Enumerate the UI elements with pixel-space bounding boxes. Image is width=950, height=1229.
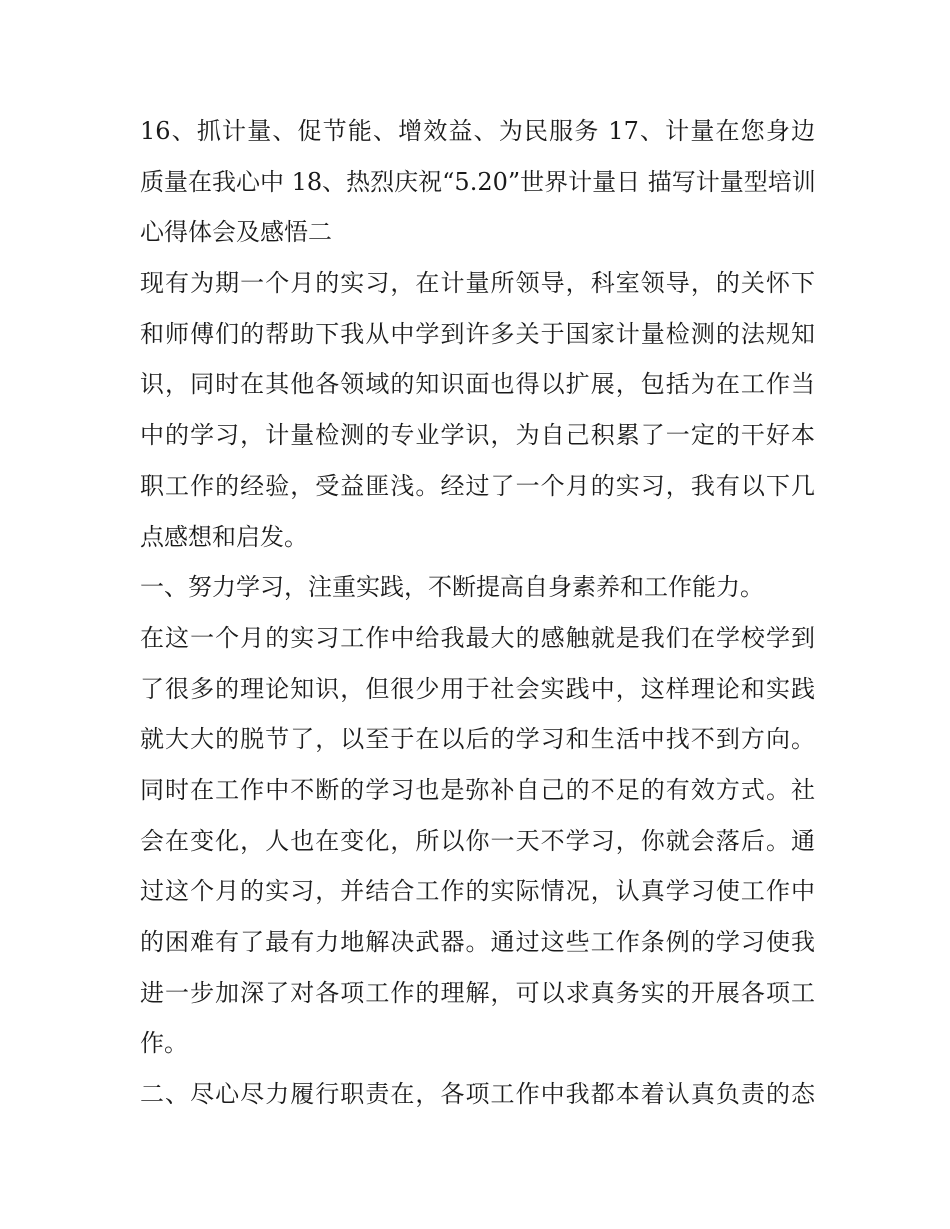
- text-line: 和师傅们的帮助下我从中学到许多关于国家计量检测的法规知: [140, 319, 815, 348]
- text-line: 质量在我心中 18、热烈庆祝“5.20”世界计量日 描写计量型培训: [140, 167, 816, 196]
- text-line: 了很多的理论知识，但很少用于社会实践中，这样理论和实践: [140, 674, 815, 703]
- text-line: 职工作的经验，受益匪浅。经过了一个月的实习，我有以下几: [140, 471, 815, 500]
- text-line: 会在变化，人也在变化，所以你一天不学习，你就会落后。通: [140, 826, 815, 855]
- text-line: 一、努力学习，注重实践，不断提高自身素养和工作能力。: [140, 573, 764, 602]
- text-line: 的困难有了最有力地解决武器。通过这些工作条例的学习使我: [140, 928, 815, 956]
- text-line: 心得体会及感悟二: [140, 218, 332, 247]
- text-line: 二、尽心尽力履行职责在，各项工作中我都本着认真负责的态: [140, 1080, 815, 1109]
- document-body: [140, 106, 815, 1120]
- text-line: 中的学习，计量检测的专业学识，为自己积累了一定的干好本: [140, 421, 815, 450]
- text-line: 现有为期一个月的实习，在计量所领导，科室领导，的关怀下: [140, 269, 815, 298]
- text-line: 识，同时在其他各领域的知识面也得以扩展，包括为在工作当: [140, 370, 815, 399]
- text-line: 同时在工作中不断的学习也是弥补自己的不足的有效方式。社: [140, 775, 815, 804]
- text-line: 在这一个月的实习工作中给我最大的感触就是我们在学校学到: [140, 623, 815, 652]
- text-line: 进一步加深了对各项工作的理解，可以求真务实的开展各项工: [140, 978, 815, 1007]
- text-line: 就大大的脱节了，以至于在以后的学习和生活中找不到方向。: [140, 725, 815, 754]
- text-line: 点感想和启发。: [140, 522, 308, 551]
- text-line: 过这个月的实习，并结合工作的实际情况，认真学习使工作中: [140, 877, 815, 906]
- text-line: 16、抓计量、促节能、增效益、为民服务 17、计量在您身边: [140, 117, 815, 145]
- text-line: 作。: [140, 1029, 188, 1058]
